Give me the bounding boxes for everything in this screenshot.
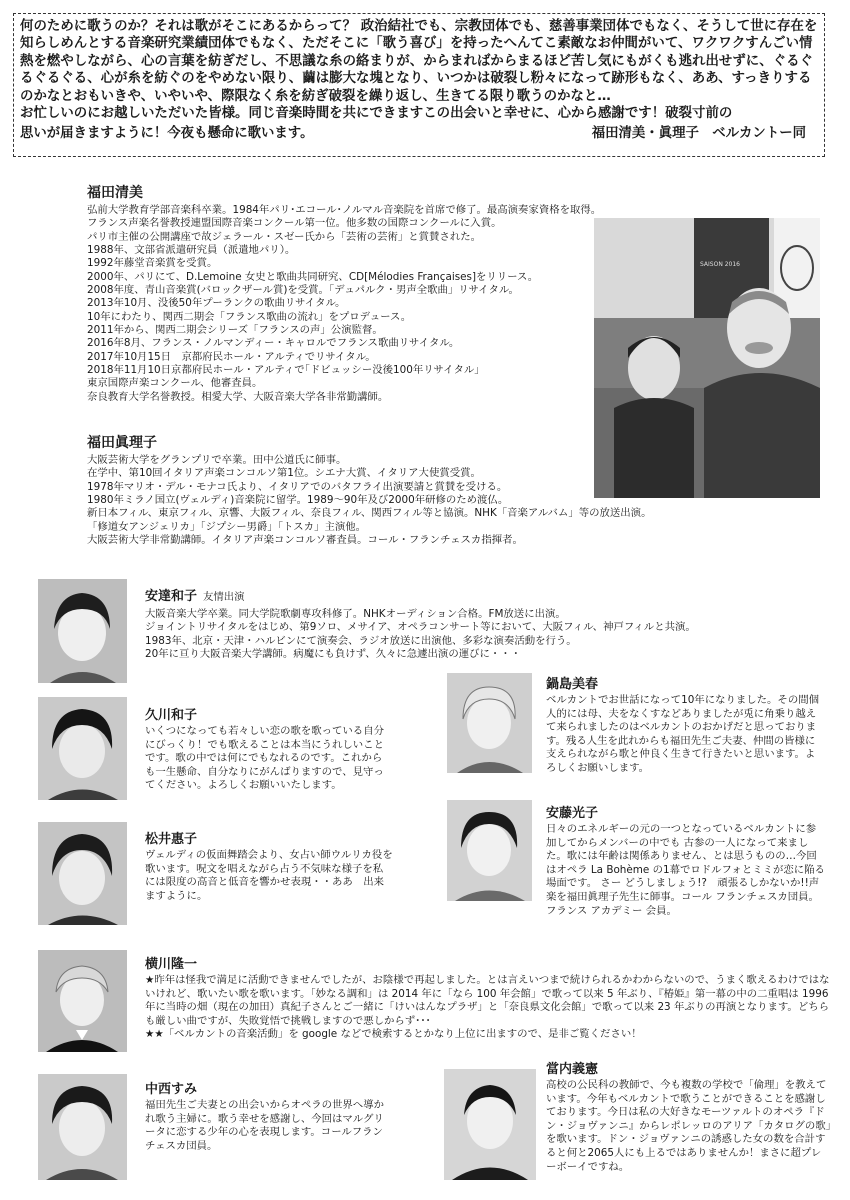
tonouchi-name: 當内義憲 bbox=[546, 1062, 599, 1077]
bio-line: 2016年8月、フランス・ノルマンディー・キャロルでフランス歌曲リサイタル。 bbox=[87, 337, 460, 350]
yokokawa-photo bbox=[38, 950, 127, 1052]
fukuda-couple-photo bbox=[594, 218, 820, 498]
bio-line: 2018年11月10日京都府民ホール・アルティで｢ドビュッシー没後100年リサイタル｣ bbox=[87, 364, 480, 377]
kugawa-section bbox=[145, 704, 390, 793]
matsui-name: 松井惠子 bbox=[145, 832, 198, 847]
ando-photo bbox=[447, 800, 532, 901]
matsui-text: ヴェルディの仮面舞踏会より、女占い師ウルリカ役を歌います。呪文を唱えながら占う不気味な様子を私には限度の高音と低音を響かせ表現・・ああ 出来ますように。 bbox=[145, 849, 393, 902]
ando-name: 安藤光子 bbox=[546, 806, 599, 821]
kugawa-text: いくつになっても若々しい恋の歌を歌っている自分にびっくり！でも歌えることは本当にうれしいことです。歌の中では何にでもなれるのです。これからも一生懸命、自分なりにがんばりますので、見守ってください。よろしくお願いいたします。 bbox=[145, 725, 384, 792]
fukuda-kiyomi-section bbox=[87, 182, 601, 404]
intro-signature: 福田清美・眞理子 ベルカントー同 bbox=[591, 126, 806, 142]
bio-line: 大阪芸術大学非常勤講師。イタリア声楽コンコルソ審査員。コール・フランチェスカ指揮者。 bbox=[87, 534, 523, 547]
nabeshima-section bbox=[546, 673, 824, 776]
bio-line: 1980年ミラノ国立(ヴェルディ)音楽院に留学。1989～90年及び2000年研修のため渡仏。 bbox=[87, 494, 509, 507]
tonouchi-section bbox=[546, 1058, 831, 1174]
tonouchi-text: 高校の公民科の教師で、今も複数の学校で「倫理」を教えています。今年もベルカントで歌うことができることを感謝しております。今日は私の大好きなモーツァルトのオペラ『ドン・ジョヴァンニ』からレポレッロのアリア「カタログの歌」を歌います。ドン・ジョヴァンニの誘惑した女の数を合計すると何と2065人にも上るではありませんか！まさに超プレーボーイですね。 bbox=[546, 1079, 831, 1173]
bio-line: 弘前大学教育学部音楽科卒業。1984年パリ･エコール･ノルマル音楽院を首席で修了。最高演奏家資格を取得。 bbox=[87, 204, 602, 216]
bio-line: 2000年、パリにて、D.Lemoine 女史と歌曲共同研究、CD[Mélodies Françaises]をリリース。 bbox=[87, 270, 539, 283]
bio-line: 2008年度、青山音楽賞(バロックザール賞)を受賞。「デュパルク・男声全歌曲」リサイタル。 bbox=[87, 284, 519, 297]
adachi-bio bbox=[145, 608, 835, 661]
matsui-photo bbox=[38, 822, 127, 925]
bio-line: 2011年から、関西二期会シリーズ「フランスの声」公演監督。 bbox=[87, 324, 383, 337]
bio-line: ジョイントリサイタルをはじめ、第9ソロ、メサイア、オペラコンサート等において、大阪フィル、神戸フィルと共演。 bbox=[145, 621, 696, 634]
bio-line: 20年に亘り大阪音楽大学講師。病魔にも負けず、久々に急遽出演の運びに・・・ bbox=[145, 648, 522, 661]
poster-saison: SAISON 2016 bbox=[700, 261, 740, 268]
yokokawa-text: ★昨年は怪我で満足に活動できませんでしたが、お陰様で再起しました。とは言えいつまで続けられるかわからないので、うまく歌えるわけではないけれど、歌いたい歌を歌います。「妙なる調和」は 2014 年に「なら 100 年会館」で歌って以来 5 年ぶり、『椿姫』第一幕の中の二重唱は 1996 年に当時の畑（現在の加田）真紀子さんとご一緒に「けいはんなプラザ」と「奈良県文化会館」で歌って以来 23 年ぶりの再演となります。どちらも厳しい曲ですが、失敗覚悟で挑戦しますので悪しからず･･･ bbox=[145, 974, 830, 1027]
nakanishi-section bbox=[145, 1078, 393, 1153]
nakanishi-name: 中西すみ bbox=[145, 1082, 198, 1097]
bio-line: 「修道女アンジェリカ」「ジプシー男爵」「トスカ」主演他。 bbox=[87, 520, 367, 533]
adachi-note: 友情出演 bbox=[203, 591, 245, 603]
kugawa-name: 久川和子 bbox=[145, 708, 198, 723]
yokokawa-text-2: ★★「ベルカントの音楽活動」を google などで検索するとかなり上位に出ますので、是非ご覧ください！ bbox=[145, 1028, 642, 1041]
intro-closing-2: 思いが届きますように！今夜も懸命に歌います。 bbox=[20, 126, 314, 142]
intro-sign-line bbox=[20, 122, 818, 141]
ando-text: 日々のエネルギーの元の一つとなっているベルカントに参加してからメンバーの中でも 古参の一人になって来ました。歌には年齢は関係ありません、とは思うものの…今回はオペラ La Bohème の1幕でロドルフォとミミが恋に陥る場面です。 さー どうしましょう!? 頑張るしかないか!!声楽を福田眞理子先生に師事。コール フランチェスカ団員。フランス アカデミー 会員。 bbox=[546, 823, 825, 917]
fukuda-mariko-name: 福田眞理子 bbox=[87, 435, 157, 451]
bio-line: 奈良教育大学名誉教授。相愛大学、大阪音楽大学各非常勤講師。 bbox=[87, 390, 389, 403]
bio-line: 2013年10月、没後50年プーランクの歌曲リサイタル。 bbox=[87, 297, 346, 310]
adachi-name: 安達和子 bbox=[145, 589, 198, 604]
fukuda-mariko-section bbox=[87, 432, 651, 547]
nakanishi-photo bbox=[38, 1074, 127, 1180]
bio-line: 新日本フィル、東京フィル、京響、大阪フィル、奈良フィル、関西フィル等と協演。NHK「音楽アルバム」等の放送出演。 bbox=[87, 507, 652, 520]
nabeshima-text: ベルカントでお世話になって10年になりました。その間個人的には母、夫をなくすなどありましたが兎に角乗り越えて来られましたのはベルカントのおかげだと思っております。残る人生を此れからも福田先生ご夫妻、仲間の皆様に支えられながら歌と仲良く生きて行きたいと思います。よろしくお願いします。 bbox=[546, 694, 819, 774]
bio-line: 10年にわたり、関西二期会「フランス歌曲の流れ」をプロデュース。 bbox=[87, 310, 412, 323]
nabeshima-photo bbox=[447, 673, 532, 773]
kugawa-photo bbox=[38, 697, 127, 800]
bio-line: 大阪音楽大学卒業。同大学院歌劇専攻科修了。NHKオーディション合格。FM放送に出演。 bbox=[145, 608, 566, 620]
bio-line: 1978年マリオ・デル・モナコ氏より、イタリアでのバタフライ出演要請と賞賛を受ける。 bbox=[87, 480, 508, 493]
bio-line: 在学中、第10回イタリア声楽コンコルソ第1位。シエナ大賞、イタリア大使賞受賞。 bbox=[87, 467, 481, 480]
yokokawa-section bbox=[145, 953, 835, 1042]
intro-box bbox=[13, 13, 825, 157]
adachi-photo bbox=[38, 579, 127, 683]
matsui-section bbox=[145, 828, 393, 903]
fukuda-kiyomi-name: 福田清美 bbox=[87, 185, 143, 201]
bio-line: 東京国際声楽コンクール、他審査員。 bbox=[87, 377, 263, 390]
bio-line: 1992年藤堂音楽賞を受賞。 bbox=[87, 257, 218, 270]
nabeshima-name: 鍋島美春 bbox=[546, 677, 599, 692]
nakanishi-text: 福田先生ご夫妻との出会いからオペラの世界へ導かれ歌う主婦に。歌う幸せを感謝し、今回はマルグリータに恋する少年の心を表現します。コールフランチェスカ団員。 bbox=[145, 1099, 384, 1152]
fukuda-mariko-bio bbox=[87, 454, 651, 547]
tonouchi-photo bbox=[444, 1069, 536, 1180]
bio-line: フランス声楽名誉教授連盟国際音楽コンクール第一位。他多数の国際コンクールに入賞。 bbox=[87, 217, 502, 230]
yokokawa-name: 横川隆一 bbox=[145, 957, 198, 972]
bio-line: 1988年、文部省派遣研究員（派遣地パリ）。 bbox=[87, 244, 296, 257]
bio-line: 2017年10月15日 京都府民ホール・アルティでリサイタル。 bbox=[87, 350, 376, 363]
intro-paragraph: 何のために歌うのか？それは歌がそこにあるからって？ 政治結社でも、宗教団体でも、慈善事業団体でもなく、そうして世に存在を知らしめんとする音楽研究業績団体でもなく、ただそこに「歌う喜び」を持ったへんてこ素敵なお仲間がいて、ワクワクすんごい情熱を燃やしながら、心の言葉を紡ぎだし、不思議な糸の絡まりが、からまればからまるほど苦し気にもがくも逃れ出せずに、ぐるぐるぐるぐる、心が糸を紡ぐのをやめない限り、繭は膨大な塊となり、いつかは破裂し粉々になって跡形もなく、ああ、すっきりするのかなとおもいきや、いやいや、際限なく糸を紡ぎ破裂を繰り返し、生きてる限り歌うのかなと… bbox=[20, 19, 818, 104]
adachi-section bbox=[145, 585, 835, 661]
fukuda-kiyomi-bio bbox=[87, 204, 601, 404]
bio-line: 大阪芸術大学をグランプリで卒業。田中公道氏に師事。 bbox=[87, 454, 347, 466]
intro-closing: お忙しいのにお越しいただいた皆様。同じ音楽時間を共にできますこの出会いと幸せに、心から感謝です！破裂寸前の bbox=[20, 106, 733, 122]
bio-line: パリ市主催の公開講座で故ジェラール・スゼー氏から「芸術の芸術」と賞賛された。 bbox=[87, 230, 482, 243]
bio-line: 1983年、北京・天津・ハルビンにて演奏会、ラジオ放送に出演他、多彩な演奏活動を行う。 bbox=[145, 634, 577, 647]
ando-section bbox=[546, 802, 826, 918]
